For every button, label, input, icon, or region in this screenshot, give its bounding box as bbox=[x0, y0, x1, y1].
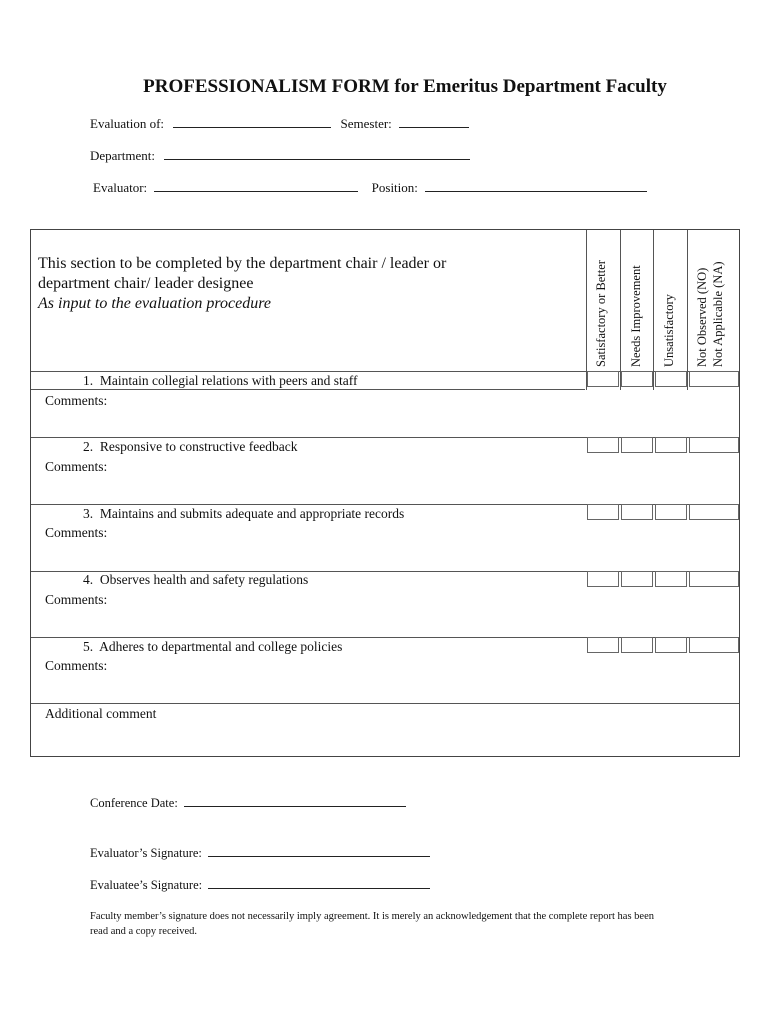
intro-line-2: department chair/ leader designee bbox=[38, 275, 254, 292]
criterion-3 bbox=[83, 506, 404, 522]
row-divider bbox=[31, 389, 585, 390]
rating-box-satisfactory[interactable] bbox=[587, 371, 619, 387]
rating-box-satisfactory[interactable] bbox=[587, 437, 619, 453]
evaluator-field[interactable] bbox=[154, 180, 358, 192]
rating-box-not-observed[interactable] bbox=[689, 371, 739, 387]
comments-label: Comments: bbox=[45, 592, 108, 607]
criterion-number: 3. bbox=[83, 506, 94, 521]
criterion-number: 1. bbox=[83, 373, 94, 388]
evaluator-label: Evaluator: bbox=[93, 180, 148, 195]
comments-area-2[interactable] bbox=[31, 474, 739, 502]
rating-box-unsatisfactory[interactable] bbox=[655, 504, 687, 520]
col-divider bbox=[586, 230, 587, 390]
conference-date-row bbox=[90, 795, 406, 811]
evaluation-of-row bbox=[90, 116, 469, 132]
col-divider bbox=[620, 230, 621, 390]
criterion-text: Adheres to departmental and college policies bbox=[99, 639, 343, 654]
department-field[interactable] bbox=[164, 148, 470, 160]
evaluator-signature-label: Evaluator’s Signature: bbox=[90, 846, 202, 860]
rating-box-not-observed[interactable] bbox=[689, 571, 739, 587]
rating-box-unsatisfactory[interactable] bbox=[655, 371, 687, 387]
criterion-number: 5. bbox=[83, 639, 94, 654]
criterion-2 bbox=[83, 439, 297, 455]
comments-label: Comments: bbox=[45, 459, 108, 474]
rating-box-satisfactory[interactable] bbox=[587, 571, 619, 587]
position-field[interactable] bbox=[425, 180, 647, 192]
comments-label: Comments: bbox=[45, 393, 108, 408]
comments-label: Comments: bbox=[45, 525, 108, 540]
comments-area-5[interactable] bbox=[31, 673, 739, 701]
rating-box-not-observed[interactable] bbox=[689, 504, 739, 520]
conference-date-field[interactable] bbox=[184, 795, 406, 807]
criterion-1 bbox=[83, 373, 358, 389]
evaluator-signature-field[interactable] bbox=[208, 845, 430, 857]
evaluator-signature-row bbox=[90, 845, 430, 861]
rating-box-not-observed[interactable] bbox=[689, 437, 739, 453]
evaluator-row bbox=[93, 180, 647, 196]
comments-area-4[interactable] bbox=[31, 607, 739, 635]
additional-comment-area[interactable] bbox=[31, 722, 739, 756]
rating-box-needs-improvement[interactable] bbox=[621, 371, 653, 387]
intro-line-1: This section to be completed by the department chair / leader or bbox=[38, 255, 447, 272]
row-divider bbox=[31, 703, 739, 704]
rating-box-needs-improvement[interactable] bbox=[621, 504, 653, 520]
criterion-text: Responsive to constructive feedback bbox=[99, 439, 298, 454]
position-label: Position: bbox=[371, 180, 418, 195]
evaluation-table bbox=[30, 229, 740, 757]
additional-comment-label: Additional comment bbox=[45, 706, 157, 721]
rating-box-unsatisfactory[interactable] bbox=[655, 437, 687, 453]
table-intro bbox=[38, 254, 558, 314]
rating-box-not-observed[interactable] bbox=[689, 637, 739, 653]
comments-area-1[interactable] bbox=[31, 408, 739, 436]
semester-field[interactable] bbox=[399, 116, 469, 128]
criterion-text: Observes health and safety regulations bbox=[99, 572, 309, 587]
evaluatee-signature-row bbox=[90, 877, 430, 893]
rating-box-needs-improvement[interactable] bbox=[621, 437, 653, 453]
evaluatee-signature-label: Evaluatee’s Signature: bbox=[90, 878, 203, 892]
criterion-number: 2. bbox=[83, 439, 94, 454]
col-header-not-observed: Not Observed (NO) bbox=[695, 267, 709, 367]
evaluatee-signature-field[interactable] bbox=[208, 877, 430, 889]
semester-label: Semester: bbox=[340, 116, 392, 131]
rating-box-needs-improvement[interactable] bbox=[621, 637, 653, 653]
criterion-5 bbox=[83, 639, 342, 655]
criterion-number: 4. bbox=[83, 572, 94, 587]
signature-note: Faculty member’s signature does not necessarily imply agreement. It is merely an acknowledgement that the complete report has been read and a copy received. bbox=[90, 911, 654, 937]
col-divider bbox=[687, 230, 688, 390]
criterion-4 bbox=[83, 572, 308, 588]
conference-date-label: Conference Date: bbox=[90, 796, 178, 810]
col-divider bbox=[653, 230, 654, 390]
col-header-satisfactory: Satisfactory or Better bbox=[594, 260, 608, 367]
rating-box-needs-improvement[interactable] bbox=[621, 571, 653, 587]
criterion-text: Maintain collegial relations with peers and staff bbox=[99, 373, 358, 388]
rating-box-unsatisfactory[interactable] bbox=[655, 571, 687, 587]
comments-area-3[interactable] bbox=[31, 540, 739, 570]
comments-label: Comments: bbox=[45, 658, 108, 673]
department-label: Department: bbox=[90, 148, 155, 163]
rating-box-satisfactory[interactable] bbox=[587, 637, 619, 653]
evaluation-of-field[interactable] bbox=[173, 116, 331, 128]
department-row bbox=[90, 148, 470, 164]
criterion-text: Maintains and submits adequate and appropriate records bbox=[99, 506, 405, 521]
rating-box-satisfactory[interactable] bbox=[587, 504, 619, 520]
col-header-unsatisfactory: Unsatisfactory bbox=[662, 294, 676, 367]
rating-box-unsatisfactory[interactable] bbox=[655, 637, 687, 653]
form-title: PROFESSIONALISM FORM for Emeritus Department Faculty bbox=[143, 76, 667, 97]
col-header-not-applicable: Not Applicable (NA) bbox=[711, 261, 725, 367]
evaluation-of-label: Evaluation of: bbox=[90, 116, 165, 131]
intro-line-3: As input to the evaluation procedure bbox=[38, 295, 271, 312]
col-header-needs-improvement: Needs Improvement bbox=[629, 265, 643, 367]
